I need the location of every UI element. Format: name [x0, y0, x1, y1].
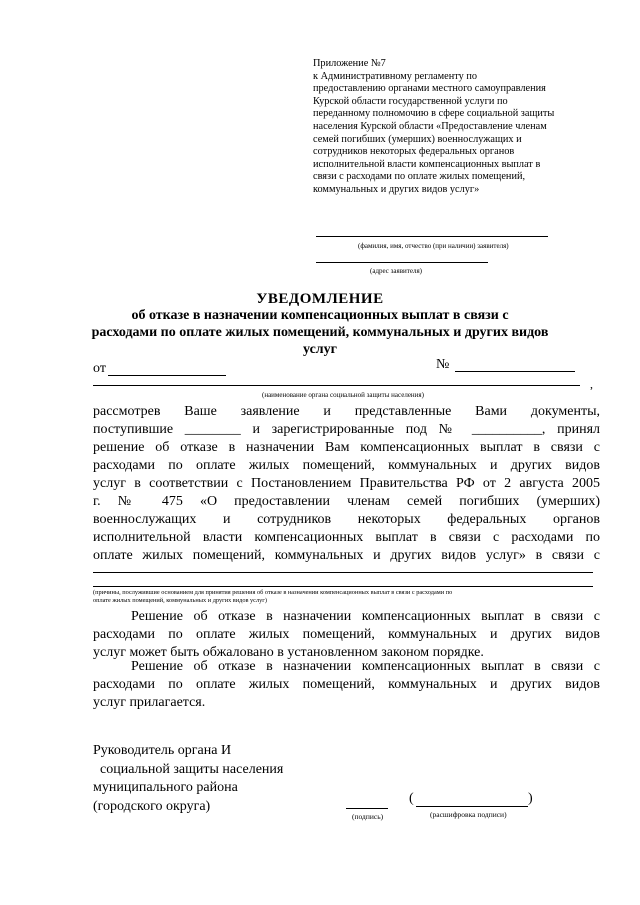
document-title: УВЕДОМЛЕНИЕ — [256, 291, 384, 307]
applicant-name-line[interactable] — [316, 236, 548, 237]
attachment-paragraph — [93, 658, 600, 712]
number-field[interactable] — [455, 371, 575, 372]
appendix-line: связи с расходами по оплате жилых помещений, — [313, 171, 526, 183]
signature-field[interactable] — [346, 808, 388, 809]
signatory-block — [93, 742, 283, 816]
reason-field[interactable] — [93, 572, 593, 573]
appeal-line: услуг может быть обжаловано в установленном законом порядке. — [93, 645, 484, 660]
decoding-field[interactable] — [416, 806, 528, 807]
appendix-line: переданному полномочию в сфере социальной защиты — [313, 108, 555, 120]
signatory-line: социальной защиты населения — [93, 761, 284, 777]
signatory-line: муниципального района — [93, 780, 238, 795]
organization-field[interactable] — [93, 385, 580, 386]
applicant-address-caption: (адрес заявителя) — [370, 267, 422, 275]
appeal-paragraph — [93, 608, 600, 662]
document-subtitle-line: расходами по оплате жилых помещений, коммунальных и других видов — [91, 325, 549, 340]
appeal-line: Решение об отказе в назначении компенсационных выплат в связи с — [131, 609, 600, 624]
signature-caption: (подпись) — [352, 812, 384, 821]
decoding-open-paren: ( — [409, 791, 414, 806]
paragraph-line: военнослужащих и сотрудников некоторых федеральных органов — [93, 512, 600, 527]
appendix-line: Приложение №7 — [313, 58, 386, 69]
attachment-line: расходами по оплате жилых помещений, коммунальных и других видов — [93, 677, 600, 692]
appendix-line: исполнительной власти компенсационных выплат в — [313, 158, 541, 170]
document-subtitle-line: об отказе в назначении компенсационных выплат в связи с — [131, 308, 509, 323]
appendix-line: населения Курской области «Предоставление членам — [313, 120, 547, 132]
appeal-line: расходами по оплате жилых помещений, коммунальных и других видов — [93, 627, 600, 642]
paragraph-line: рассмотрев Ваше заявление и представленные Вами документы, — [93, 404, 600, 419]
reason-caption-line: оплате жилых помещений, коммунальных и других видов услуг) — [93, 597, 267, 604]
appendix-line: коммунальных и других видов услуг» — [313, 183, 480, 195]
paragraph-line: исполнительной власти компенсационных выплат в связи с расходами по — [93, 530, 600, 545]
paragraph-line: г. № 475 «О предоставлении членам семей погибших (умерших) — [93, 494, 600, 509]
appendix-line: Курской области государственной услуги по — [313, 95, 508, 107]
appendix-line: сотрудников некоторых федеральных органов — [313, 146, 515, 158]
signatory-line: (городского округа) — [93, 798, 211, 814]
decoding-close-paren: ) — [528, 791, 533, 806]
appendix-line: семей погибших (умерших) военнослужащих и — [313, 133, 522, 145]
paragraph-line: оплате жилых помещений, коммунальных и других видов услуг» в связи с — [93, 548, 600, 563]
document-subtitle-line: услуг — [303, 342, 337, 357]
paragraph-line: решение об отказе в назначении Вам компенсационных выплат в связи с — [93, 440, 600, 455]
reason-caption-line: (причины, послужившие основанием для принятия решения об отказе в назначении компенсационных выплат в связи с расходами по — [93, 589, 453, 596]
decoding-caption: (расшифровка подписи) — [430, 810, 507, 819]
paragraph-line: услуг в соответствии с Постановлением Правительства РФ от 2 августа 2005 — [93, 476, 600, 491]
number-label: № — [436, 357, 450, 372]
attachment-line: Решение об отказе в назначении компенсационных выплат в связи с — [131, 659, 600, 674]
date-field[interactable] — [108, 375, 226, 376]
signatory-line: Руководитель органа И — [93, 743, 232, 758]
reason-field-continued[interactable] — [93, 586, 593, 587]
appendix-line: предоставлению органами местного самоуправления — [313, 83, 546, 95]
organization-caption: (наименование органа социальной защиты населения) — [262, 391, 424, 399]
appendix-block — [313, 58, 613, 197]
main-paragraph — [93, 403, 600, 565]
paragraph-line: расходами по оплате жилых помещений, коммунальных и других видов — [93, 458, 600, 473]
attachment-line: услуг прилагается. — [93, 695, 206, 710]
organization-trailing-comma: , — [590, 377, 593, 391]
appendix-line: к Административному регламенту по — [313, 70, 477, 82]
applicant-address-line[interactable] — [316, 262, 488, 263]
applicant-name-caption: (фамилия, имя, отчество (при наличии) заявителя) — [358, 242, 509, 250]
paragraph-line: поступившие ________ и зарегистрированные под № __________, принял — [93, 422, 600, 437]
from-label: от — [93, 361, 106, 376]
